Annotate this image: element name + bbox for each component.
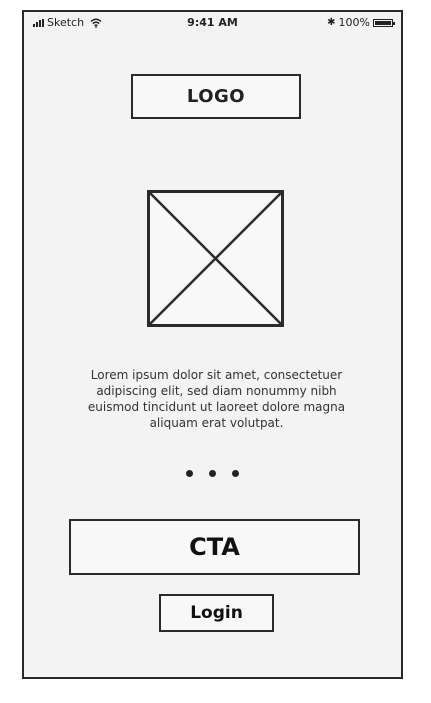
battery-percent: 100% [338, 16, 370, 29]
status-time: 9:41 AM [187, 16, 238, 29]
bluetooth-icon: ✱ [327, 17, 336, 28]
body-text: Lorem ipsum dolor sit amet, consectetuer adipiscing elit, sed diam nonummy nibh euismod tincidunt ut laoreet dolore magna aliquam erat volutpat. [87, 368, 346, 430]
page-dot[interactable] [232, 470, 239, 477]
login-button[interactable] [159, 594, 274, 632]
status-bar-right [327, 16, 393, 29]
cta-button[interactable] [69, 519, 360, 575]
phone-frame [22, 10, 403, 679]
carrier-name: Sketch [47, 16, 85, 29]
battery-icon [373, 19, 393, 27]
page-dot[interactable] [209, 470, 216, 477]
logo-label: LOGO [186, 86, 246, 107]
image-placeholder-icon [147, 190, 284, 327]
cta-label: CTA [189, 533, 240, 561]
status-bar [24, 12, 401, 34]
page-indicator [24, 470, 401, 477]
page-dot[interactable] [186, 470, 193, 477]
logo [131, 74, 301, 119]
login-label: Login [190, 603, 243, 623]
